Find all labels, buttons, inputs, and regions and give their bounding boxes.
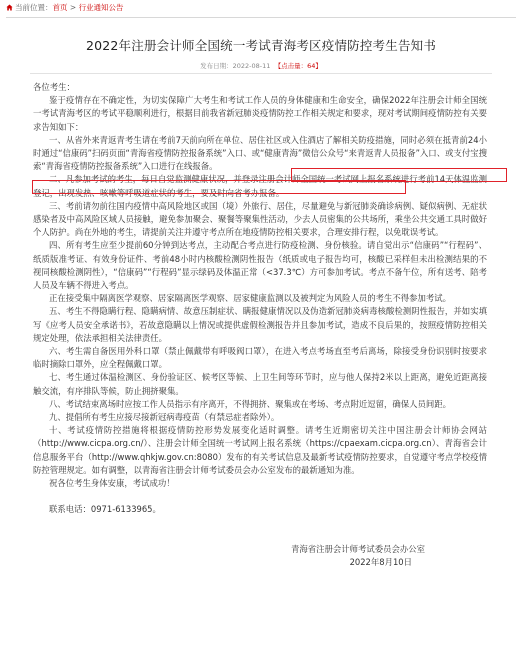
publish-date: 2022-08-11 <box>232 62 271 70</box>
paragraph-1: 一、从省外来青返青考生请在考前7天前向所在单位、居住社区或入住酒店了解相关防疫措施，同时必须在抵青前24小时通过“信康码”扫码页面“青海省疫情防控报备系统”入口、或“健康青海”微信公众号“来青返青人员报备”入口、或支付宝搜索“青海省疫情防控报备系统”入口进行在线报备。 <box>33 134 487 172</box>
contact-phone: 联系电话：0971-6133965。 <box>49 504 161 515</box>
hits-label: 【点击量： <box>274 62 308 70</box>
page-title: 2022年注册会计师全国统一考试青海考区疫情防控考生告知书 <box>85 38 437 53</box>
hits-count: 64 <box>307 62 316 70</box>
paragraph-4: 四、所有考生应至少提前60分钟到达考点，主动配合考点进行防疫检测、身份核验。请自觉出示“信康码”“行程码”、纸质版准考证、有效身份证件、考前48小时内核酸检测阴性报告（纸质或电子报告均可，核酸已采样但未出检测结果的不视同核酸检测阴性），“信康码”“行程码”显示绿码及体温正常（<37.3℃）方可参加考试。考点不备午位，所有送考、陪考人员及车辆不得进入考点。 <box>33 240 487 291</box>
breadcrumb-home-link[interactable]: 首页 <box>52 3 68 12</box>
breadcrumb-section-link[interactable]: 行业通知公告 <box>78 3 124 12</box>
article-meta <box>0 61 522 70</box>
wish-line: 祝各位考生身体安康，考试成功！ <box>49 478 175 489</box>
publish-label: 发布日期： <box>200 62 233 70</box>
top-divider <box>6 17 516 18</box>
home-icon <box>6 4 13 11</box>
paragraph-2: 二、凡参加考试的考生，每日自觉监测健康状况，并登录注册会计师全国统一考试网上报名系统进行考前14天体温监测登记，出现发热、咳嗽等呼吸道症状的考生，要及时向省考办报备。 <box>33 174 487 198</box>
breadcrumb-prefix: 当前位置： <box>15 3 53 12</box>
breadcrumb <box>6 2 124 14</box>
paragraph-8: 七、考生通过体温检测区、身份验证区、候考区等候、上卫生间等环节时，应与他人保持2米以上距离，避免近距离接触交流，有序排队等候，防止拥挤聚集。 <box>33 372 487 396</box>
salutation: 各位考生： <box>33 82 75 92</box>
paragraph-3: 三、考前请勿前往国内疫情中高风险地区或国（境）外旅行、居住，尽量避免与新冠肺炎确诊病例、疑似病例、无症状感染者及中高风险区域人员接触，避免参加聚会、聚餐等聚集性活动，少去人员密集的公共场所，乘坐公共交通工具时做好个人防护。尚在外地的考生，请提前关注并遵守考点所在地疫情防控相关要求，合理安排行程，以免耽误考试。 <box>33 200 487 238</box>
article-body <box>33 81 487 569</box>
breadcrumb-separator: > <box>67 3 79 12</box>
paragraph-intro: 鉴于疫情存在不确定性，为切实保障广大考生和考试工作人员的身体健康和生命安全，确保2022年注册会计师全国统一考试青海考区的考试平稳顺利进行，根据目前我省新冠肺炎疫情防控工作相关规定和要求，现对考试期间疫情防控有关要求告知如下： <box>33 95 487 132</box>
paragraph-7: 六、考生需自备医用外科口罩（禁止佩戴带有呼吸阀口罩），在进入考点考场直至考后离场，除接受身份识别时按要求临时摘除口罩外，应全程佩戴口罩。 <box>33 346 487 370</box>
paragraph-5: 正在接受集中隔离医学观察、居家隔离医学观察、居家健康监测以及被判定为风险人员的考生不得参加考试。 <box>49 293 451 304</box>
signature-org: 青海省注册会计师考试委员会办公室 <box>291 543 425 554</box>
paragraph-10: 九、提倡所有考生应接尽接新冠病毒疫苗（有禁忌症者除外）。 <box>49 412 280 423</box>
title-divider <box>30 73 492 74</box>
paragraph-9: 八、考试结束离场时应按工作人员指示有序离开，不得拥挤、聚集或在考场、考点附近逗留，确保人员间距。 <box>49 398 451 409</box>
signature-date: 2022年8月10日 <box>349 556 412 567</box>
paragraph-6: 五、考生不得隐瞒行程、隐瞒病情、故意压制症状、瞒报健康情况以及伪造新冠肺炎病毒核酸检测阴性报告，并如实填写《应考人员安全承诺书》，若故意隐瞒以上情况或提供虚假检测报告并且参加考试，造成不良后果的，按照疫情防控相关规定处理，依法承担相关法律责任。 <box>33 306 487 343</box>
paragraph-11: 十、考试疫情防控措施将根据疫情防控形势发展变化适时调整。请考生近期密切关注中国注册会计师协会网站（http://www.cicpa.org.cn/）、注册会计师全国统一考试网上报名系统（https://cpaexam.cicpa.org.cn）、青海省会计信息服务平台（http://www.qhkjw.gov.cn:8080）发布的有关考试信息及最新考试疫情防控要求，自觉遵守考点学校疫情防控管理规定。如有调整，以青海省注册会计师考试委员会办公室发布的最新通知为准。 <box>33 425 487 475</box>
hits-suffix: 】 <box>315 62 322 70</box>
